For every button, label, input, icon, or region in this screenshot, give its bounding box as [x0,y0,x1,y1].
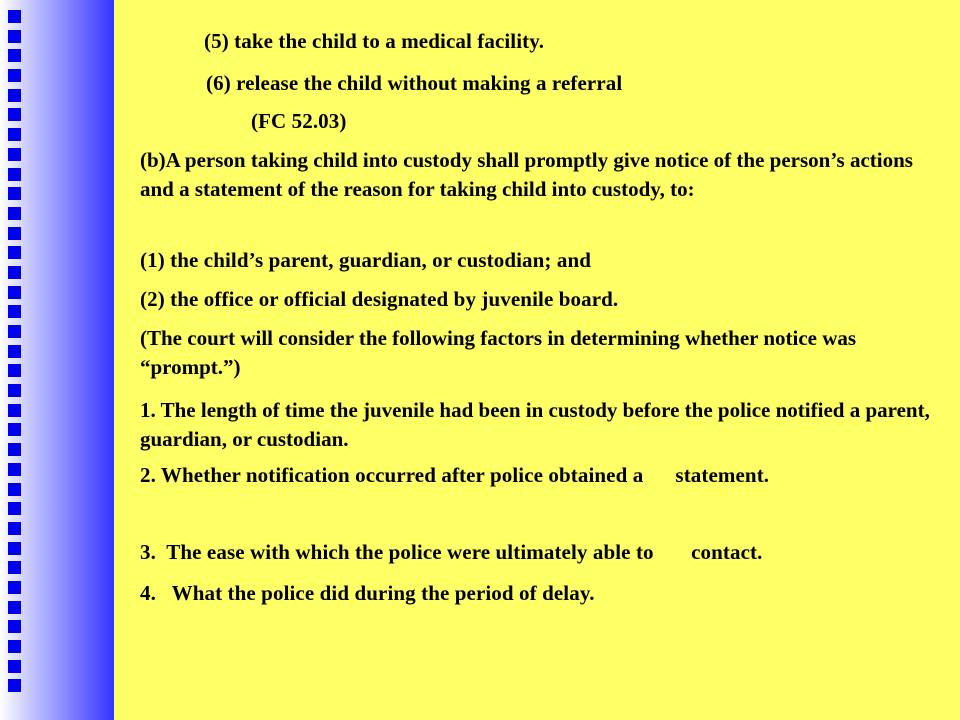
factor-2: 2. Whether notification occurred after police obtained a statement. [140,463,770,487]
list-item-5: (5) take the child to a medical facility. [204,29,545,53]
court-factors-note: (The court will consider the following factors in determining whether notice was “prompt.”) [140,326,857,379]
notice-item-2: (2) the office or official designated by juvenile board. [140,287,619,311]
list-item-6: (6) release the child without making a referral [206,71,623,95]
notice-item-1: (1) the child’s parent, guardian, or custodian; and [140,248,592,272]
factor-3: 3. The ease with which the police were ultimately able to contact. [140,540,763,564]
factor-1: 1. The length of time the juvenile had been in custody before the police notified a parent, guardian, or custodian. [140,398,930,451]
citation-fc-52-03: (FC 52.03) [251,109,347,133]
factor-4: 4. What the police did during the period of delay. [140,581,595,605]
paragraph-b: (b)A person taking child into custody shall promptly give notice of the person’s actions and a statement of the reason for taking child into custody, to: [140,148,913,201]
